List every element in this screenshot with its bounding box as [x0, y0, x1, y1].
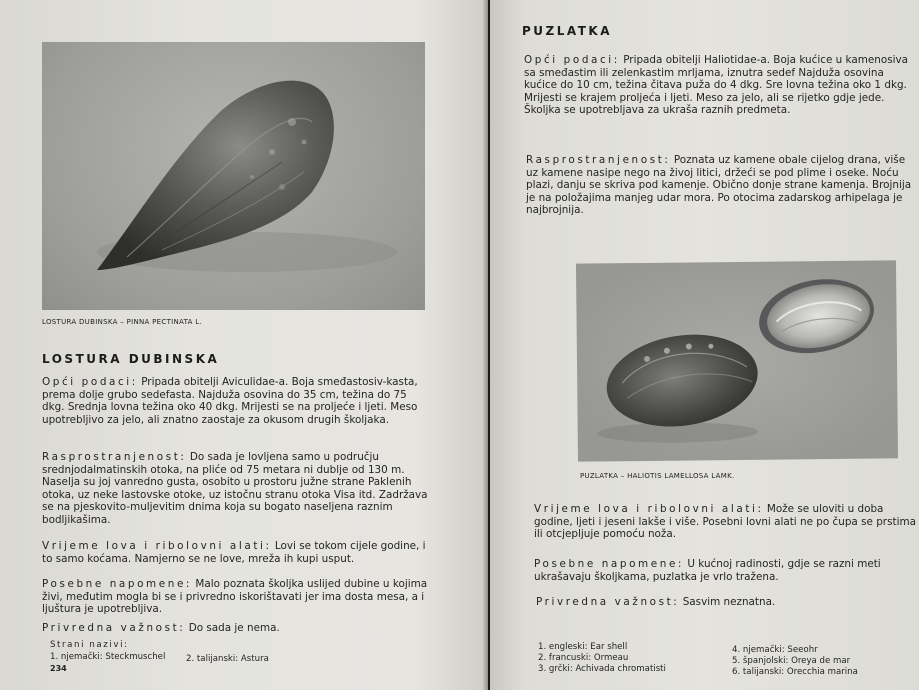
- right-foreign-name-1: 1. engleski: Ear shell: [538, 642, 628, 652]
- left-photo-caption: LOSTURA DUBINSKA – PINNA PECTINATA L.: [42, 318, 202, 326]
- haliotis-shell-photo: [576, 260, 898, 461]
- left-fishing-text: Lovi se tokom cijele godine, i to samo koćama. Namjerno se ne love, mreža ih kupi usput.: [42, 540, 426, 565]
- right-general-text: Pripada obitelji Haliotidae-a. Boja kućice u kamenosiva sa smeđastim ili zelenkastim mrljama, iznutra sedef Najduža osovina kućice do 10 cm, težina čitava puža do 4 dkg. Sre lovna težina oko 1 dkg. Mrijesti se krajem proljeća i ljeti. Meso za jelo, ali se rijetko gdje jede. Školjka se upotrebljava za ukraša raznih predmeta.: [524, 54, 909, 117]
- right-fishing-heading: Vrijeme lova i ribolovni alati:: [534, 503, 764, 515]
- left-foreign-name-1: 1. njemački: Steckmuschel: [50, 652, 166, 662]
- right-economic-section: [536, 596, 919, 609]
- haliotis-shells-illustration: [576, 260, 898, 461]
- left-distribution-section: [42, 451, 434, 527]
- pinna-shell-photo: [42, 42, 425, 310]
- left-economic-section: [42, 622, 432, 635]
- right-distribution-section: [526, 154, 919, 217]
- left-species-title: LOSTURA DUBINSKA: [42, 352, 220, 366]
- left-distribution-text: Do sada je lovljena samo u području srednjodalmatinskih otoka, na pliće od 75 metara ni dublje od 130 m. Naselja su joj vanredno gusta, osobito u prostoru južne strane Paklenih otoka, uz neke lastovske otoke, uz istočnu stranu otoka Visa itd. Zadržava se na pjeskovito-muljevitim dnima koja su bogato naseljena raznim bodljikašima.: [42, 451, 428, 526]
- left-notes-text: Malo poznata školjka uslijed dubine u kojima živi, međutim mogla bi se i privredno iskorištavati jer ima dosta mesa, a i ljuštura je upotrebljiva.: [42, 578, 428, 616]
- right-distribution-heading: Rasprostranjenost:: [526, 154, 671, 166]
- left-general-heading: Opći podaci:: [42, 376, 138, 388]
- left-fishing-heading: Vrijeme lova i ribolovni alati:: [42, 540, 272, 552]
- right-distribution-text: Poznata uz kamene obale cijelog drana, više uz kamene nasipe nego na živoj litici, držeći se pod plime i oseke. Noću plazi, danju se skriva pod kamenje. Obično donje strane kamenja. Brojnija je na položajima manjeg udar mora. Po otocima zadarskog arhipelaga je najbrojnija.: [526, 154, 912, 217]
- left-economic-heading: Privredna važnost:: [42, 622, 186, 634]
- right-photo-caption: PUZLATKA – HALIOTIS LAMELLOSA LAMK.: [580, 472, 735, 480]
- right-general-heading: Opći podaci:: [524, 54, 620, 66]
- right-fishing-section: [534, 503, 919, 541]
- right-species-title: PUZLATKA: [522, 24, 613, 38]
- right-economic-heading: Privredna važnost:: [536, 596, 680, 608]
- right-foreign-name-3: 3. grčki: Achivada chromatisti: [538, 664, 666, 674]
- right-general-section: [524, 54, 919, 117]
- left-foreign-heading: Strani nazivi:: [50, 640, 129, 650]
- right-foreign-name-5: 5. španjolski: Oreya de mar: [732, 656, 851, 666]
- left-fishing-section: [42, 540, 432, 565]
- right-notes-section: [534, 558, 919, 583]
- right-foreign-name-6: 6. talijanski: Orecchia marina: [732, 667, 858, 677]
- right-notes-text: U kućnoj radinosti, gdje se razni meti ukrašavaju školjkama, puzlatka je vrlo tražena.: [534, 558, 881, 583]
- left-page-number: 234: [50, 664, 67, 673]
- left-general-text: Pripada obitelji Aviculidae-a. Boja smeđastosiv-kasta, prema dolje grubo sedefasta. Najduža osovina do 35 cm, težina do 75 dkg. Srednja lovna težina oko 40 dkg. Mrijesti se na proljeće i ljeti. Meso upotrebljivo za jelo, ali znatno zaostaje za okusom drugih školjaka.: [42, 376, 418, 426]
- right-fishing-text: Može se uloviti u doba godine, ljeti i jeseni lakše i više. Posebni lovni alati ne po čupa se prstima ili otcjepljuje pomoću noža.: [534, 503, 916, 541]
- left-distribution-heading: Rasprostranjenost:: [42, 451, 187, 463]
- left-foreign-name-2: 2. talijanski: Astura: [186, 654, 269, 664]
- right-foreign-name-4: 4. njemački: Seeohr: [732, 645, 818, 655]
- left-notes-heading: Posebne napomene:: [42, 578, 193, 590]
- left-economic-text: Do sada je nema.: [188, 622, 280, 634]
- right-foreign-name-2: 2. francuski: Ormeau: [538, 653, 629, 663]
- left-notes-section: [42, 578, 432, 616]
- left-general-section: [42, 376, 430, 426]
- right-notes-heading: Posebne napomene:: [534, 558, 685, 570]
- right-economic-text: Sasvim neznatna.: [682, 596, 776, 608]
- pinna-shell-illustration: [42, 42, 425, 310]
